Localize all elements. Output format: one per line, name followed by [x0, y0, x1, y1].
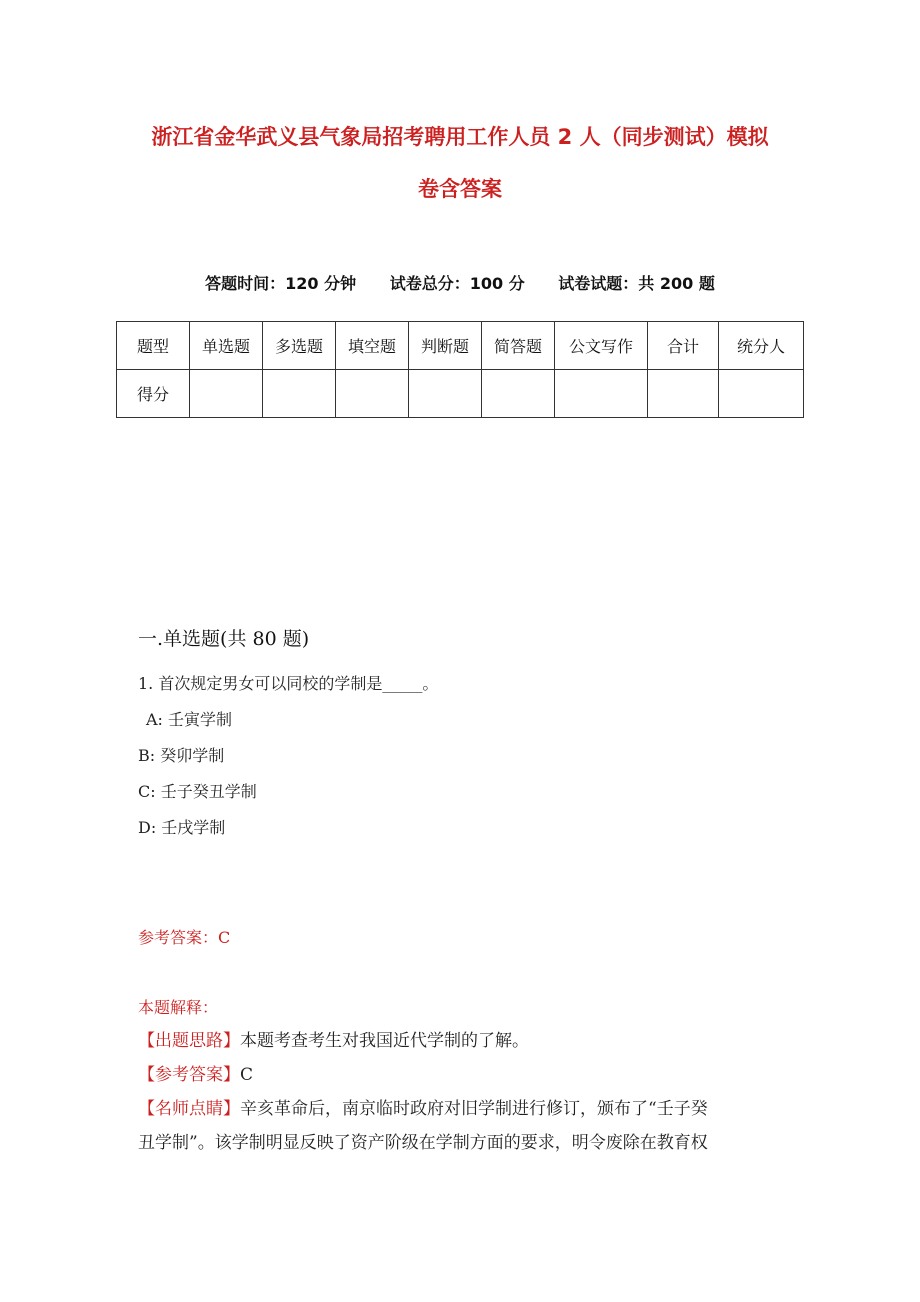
option-a: A: 壬寅学制 — [146, 710, 233, 729]
option-c: C: 壬子癸丑学制 — [138, 782, 257, 801]
score-cell[interactable] — [555, 370, 648, 418]
score-cell[interactable] — [482, 370, 555, 418]
question-stem: 1. 首次规定男女可以同校的学制是_____。 — [138, 674, 439, 693]
score-cell[interactable] — [263, 370, 336, 418]
exam-time: 答题时间：120 分钟 — [205, 274, 357, 293]
score-cell[interactable] — [409, 370, 482, 418]
header-cell: 多选题 — [263, 322, 336, 370]
header-cell: 判断题 — [409, 322, 482, 370]
score-cell[interactable] — [190, 370, 263, 418]
option-d: D: 壬戌学制 — [138, 818, 226, 837]
section-heading: 一.单选题(共 80 题) — [138, 628, 310, 650]
header-cell: 公文写作 — [555, 322, 648, 370]
header-cell: 统分人 — [719, 322, 804, 370]
score-table-header-row — [117, 322, 804, 370]
header-cell: 合计 — [648, 322, 719, 370]
exam-question-count: 试卷试题：共 200 题 — [558, 274, 715, 293]
header-cell: 简答题 — [482, 322, 555, 370]
row-label-cell: 得分 — [117, 370, 190, 418]
header-cell: 填空题 — [336, 322, 409, 370]
exam-meta — [0, 271, 920, 294]
score-table-score-row — [117, 370, 804, 418]
explanation-answer: 【参考答案】C — [138, 1065, 254, 1085]
document-title-line-1: 浙江省金华武义县气象局招考聘用工作人员 2 人（同步测试）模拟 — [151, 125, 769, 149]
reference-answer: 参考答案：C — [138, 928, 231, 947]
score-cell[interactable] — [648, 370, 719, 418]
score-cell[interactable] — [336, 370, 409, 418]
explanation-body — [138, 1024, 788, 1160]
explanation-comment-line-1: 【名师点睛】辛亥革命后，南京临时政府对旧学制进行修订，颁布了“壬子癸 — [138, 1099, 708, 1119]
exam-total-score: 试卷总分：100 分 — [389, 274, 525, 293]
option-b: B: 癸卯学制 — [138, 746, 225, 765]
explanation-idea: 【出题思路】本题考查考生对我国近代学制的了解。 — [138, 1031, 529, 1051]
score-table — [116, 321, 804, 418]
header-cell: 单选题 — [190, 322, 263, 370]
explanation-label: 本题解释： — [138, 998, 219, 1017]
header-cell: 题型 — [117, 322, 190, 370]
document-title-line-2: 卷含答案 — [418, 177, 502, 201]
explanation-comment-line-2: 丑学制”。该学制明显反映了资产阶级在学制方面的要求，明令废除在教育权 — [138, 1133, 708, 1153]
score-cell[interactable] — [719, 370, 804, 418]
